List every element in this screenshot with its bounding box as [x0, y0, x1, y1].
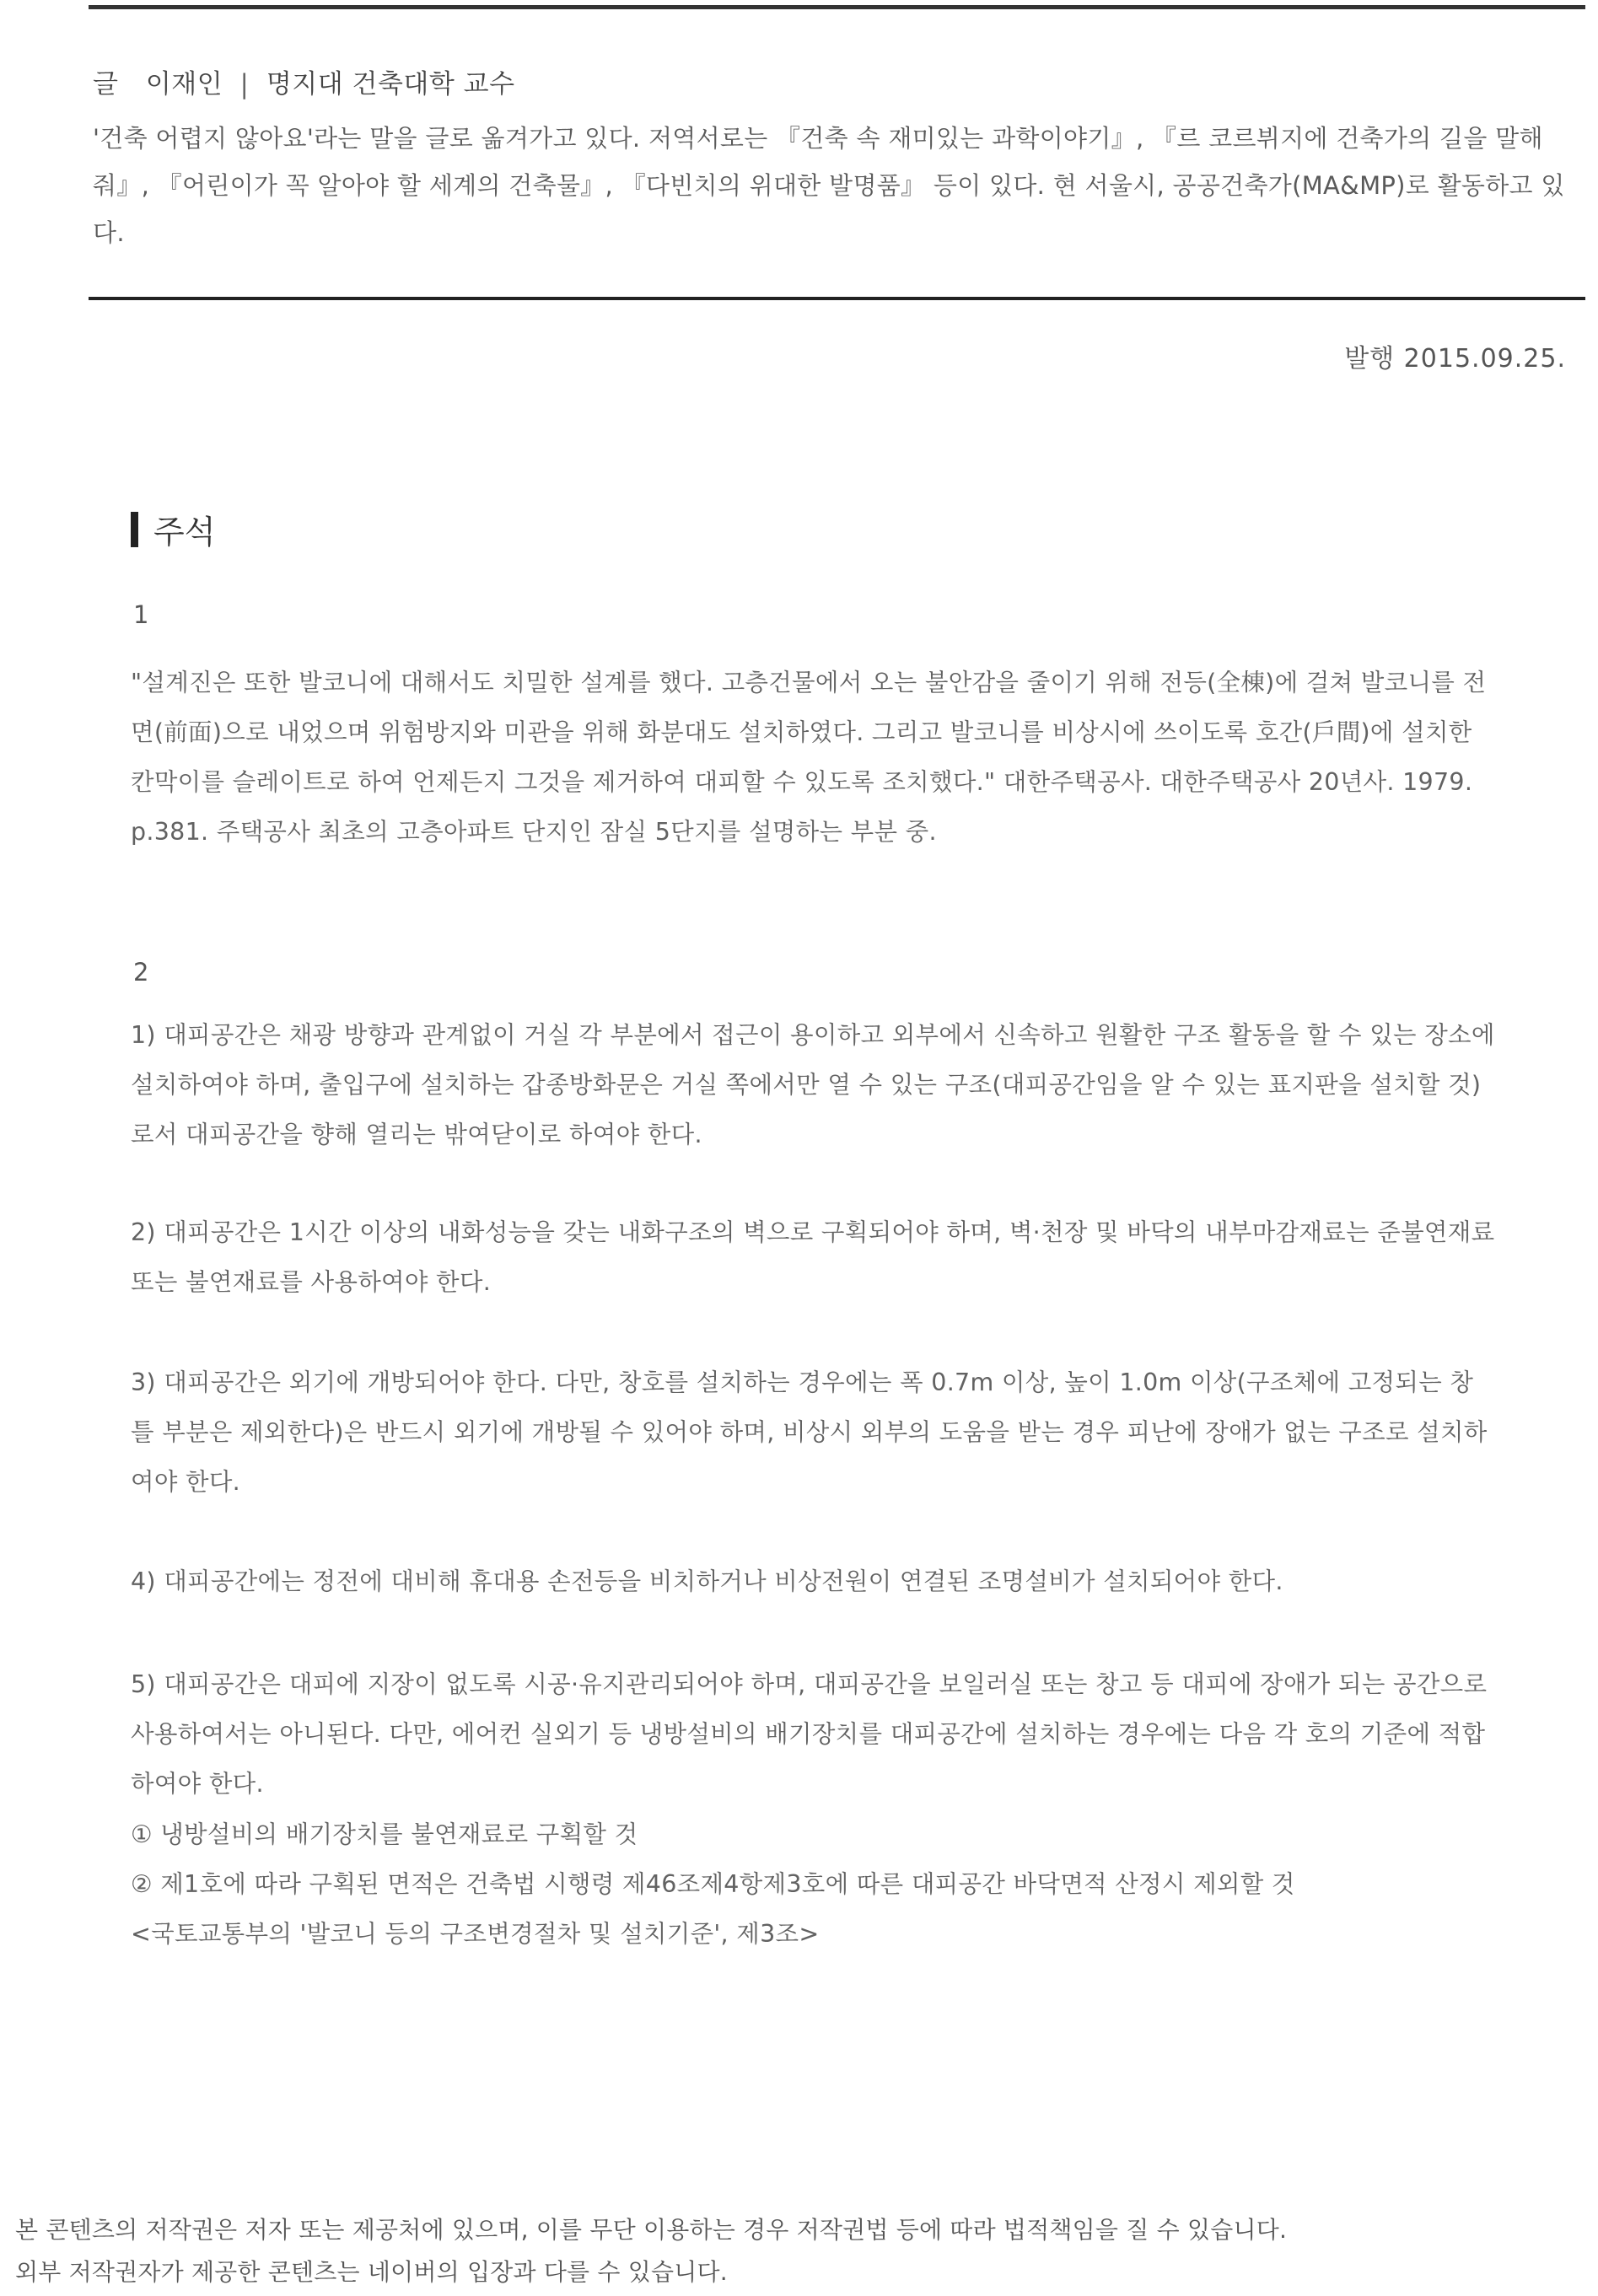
note-2-paragraph-1: 1) 대피공간은 채광 방향과 관계없이 거실 각 부분에서 접근이 용이하고 외부에서 신속하고 원활한 구조 활동을 할 수 있는 장소에 설치하여야 하며, 출입구에 설치하는 갑종방화문은 거실 쪽에서만 열 수 있는 구조(대피공간임을 알 수 있는 표지판을 설치할 것)로서 대피공간을 향해 열리는 밖여닫이로 하여야 한다. — [131, 1021, 1495, 1148]
note-2-paragraph-5: 5) 대피공간은 대피에 지장이 없도록 시공·유지관리되어야 하며, 대피공간을 보일러실 또는 창고 등 대피에 장애가 되는 공간으로 사용하여서는 아니된다. 다만, 에어컨 실외기 등 냉방설비의 배기장치를 대피공간에 설치하는 경우에는 다음 각 호의 기준에 적합하여야 한다. — [131, 1670, 1488, 1798]
notes-heading — [131, 506, 215, 552]
author-name: 이재인 — [145, 69, 223, 99]
copyright-line-2: 외부 저작권자가 제공한 콘텐츠는 네이버의 입장과 다를 수 있습니다. — [15, 2258, 728, 2286]
note-2-number: 2 — [133, 958, 149, 987]
heading-bar-marker — [131, 512, 138, 547]
top-rule — [89, 5, 1585, 9]
note-1-number: 1 — [133, 600, 149, 629]
author-bio: '건축 어렵지 않아요'라는 말을 글로 옮겨가고 있다. 저역서로는 『건축 속 재미있는 과학이야기』, 『르 코르뷔지에 건축가의 길을 말해줘』, 『어린이가 꼭 알아야 할 세계의 건축물』, 『다빈치의 위대한 발명품』 등이 있다. 현 서울시, 공공건축가(MA&MP)로 활동하고 있다. — [93, 124, 1565, 247]
note-2-paragraph-2: 2) 대피공간은 1시간 이상의 내화성능을 갖는 내화구조의 벽으로 구획되어야 하며, 벽·천장 및 바닥의 내부마감재료는 준불연재료 또는 불연재료를 사용하여야 한다. — [131, 1218, 1495, 1296]
note-2-source: <국토교통부의 '발코니 등의 구조변경절차 및 설치기준', 제3조> — [131, 1920, 820, 1948]
publish-date: 발행 2015.09.25. — [1344, 344, 1566, 374]
note-2-item-2: ② 제1호에 따라 구획된 면적은 건축법 시행령 제46조제4항제3호에 따른 대피공간 바닥면적 산정시 제외할 것 — [131, 1870, 1295, 1898]
note-2-item-1: ① 냉방설비의 배기장치를 불연재료로 구획할 것 — [131, 1820, 638, 1848]
notes-title: 주석 — [153, 514, 216, 551]
note-2-paragraph-3: 3) 대피공간은 외기에 개방되어야 한다. 다만, 창호를 설치하는 경우에는 폭 0.7m 이상, 높이 1.0m 이상(구조체에 고정되는 창틀 부분은 제외한다)은 반드시 외기에 개방될 수 있어야 하며, 비상시 외부의 도움을 받는 경우 피난에 장애가 없는 구조로 설치하여야 한다. — [131, 1368, 1488, 1496]
section-rule — [89, 297, 1585, 300]
copyright-footer — [15, 2209, 1287, 2293]
copyright-line-1: 본 콘텐츠의 저작권은 저자 또는 제공처에 있으며, 이를 무단 이용하는 경우 저작권법 등에 따라 법적책임을 질 수 있습니다. — [15, 2216, 1288, 2244]
note-2-paragraph-4: 4) 대피공간에는 정전에 대비해 휴대용 손전등을 비치하거나 비상전원이 연결된 조명설비가 설치되어야 한다. — [131, 1567, 1283, 1595]
author-separator: | — [239, 69, 250, 99]
author-line — [93, 62, 515, 100]
author-prefix: 글 — [93, 69, 119, 99]
note-1-text: "설계진은 또한 발코니에 대해서도 치밀한 설계를 했다. 고층건물에서 오는 불안감을 줄이기 위해 전등(全棟)에 걸쳐 발코니를 전면(前面)으로 내었으며 위험방지와 미관을 위해 화분대도 설치하였다. 그리고 발코니를 비상시에 쓰이도록 호간(戶間)에 설치한 칸막이를 슬레이트로 하여 언제든지 그것을 제거하여 대피할 수 있도록 조치했다." 대한주택공사. 대한주택공사 20년사. 1979. p.381. 주택공사 최초의 고층아파트 단지인 잠실 5단지를 설명하는 부분 중. — [131, 669, 1487, 846]
author-affiliation: 명지대 건축대학 교수 — [266, 69, 515, 99]
